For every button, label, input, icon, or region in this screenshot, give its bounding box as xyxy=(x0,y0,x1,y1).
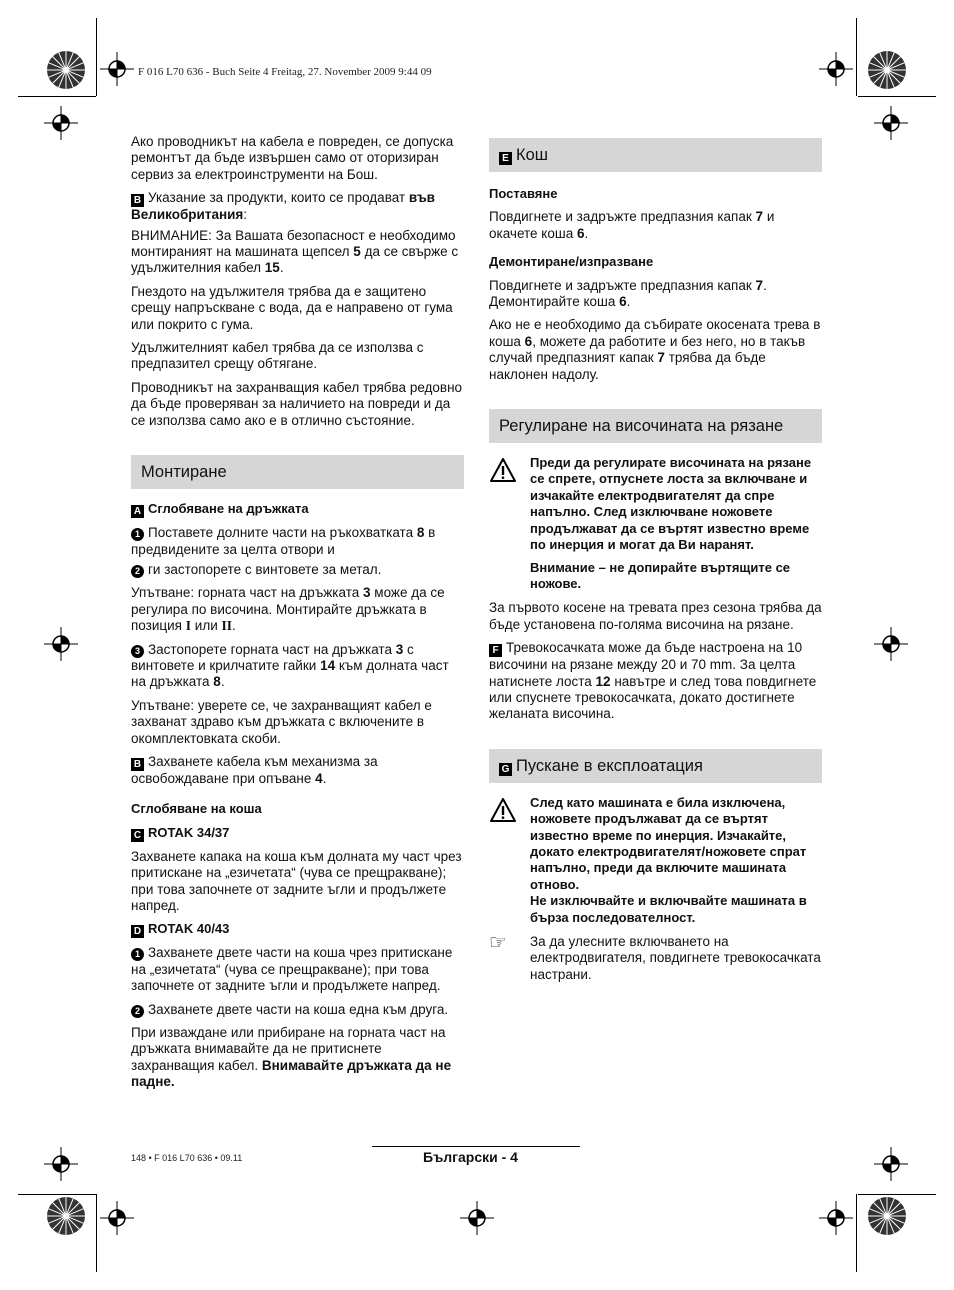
crop-line xyxy=(856,1194,857,1272)
step-d2: 2 Захванете двете части на коша една към друга. xyxy=(131,1002,464,1018)
registration-target-icon xyxy=(100,52,134,86)
figure-badge-b: B xyxy=(131,194,144,207)
crop-line xyxy=(858,1194,936,1195)
section-heading-start: G Пускане в експлоатация xyxy=(489,749,822,783)
paragraph-socket: Гнездото на удължителя трябва да е защитено срещу напръскване с вода, да е направено от гума или покрито с гума. xyxy=(131,283,453,332)
paragraph-attention: ВНИМАНИЕ: За Вашата безопасност е необходимо монтираният на машината щепсел 5 да се свърже с удължителния кабел 15. xyxy=(131,227,459,276)
warning-text-start: След като машината е била изключена, ножовете продължават да се въртят известно време по инерция. Изчакайте, докато електродвигателят/ножовете спрат напълно, преди да включите машината отново. xyxy=(530,794,807,892)
subheading-insert: Поставяне xyxy=(489,186,558,201)
step-number-3: 3 xyxy=(131,645,144,658)
subheading-remove: Демонтиране/изпразване xyxy=(489,254,654,270)
warning-triangle-icon xyxy=(489,455,530,592)
figure-badge-e: E xyxy=(499,152,512,165)
figure-badge-a: A xyxy=(131,505,144,518)
registration-target-icon xyxy=(100,1201,134,1235)
figure-badge-c: C xyxy=(131,829,144,842)
step-number-d2: 2 xyxy=(131,1005,144,1018)
warning-triangle-icon-2 xyxy=(489,795,530,926)
paragraph-extension: Удължителният кабел трябва да се използва с предпазител срещу обтягане. xyxy=(131,340,424,372)
step-2: 2 ги застопорете с винтовете за метал. xyxy=(131,562,464,578)
footer-rule xyxy=(372,1146,580,1147)
model-rotak-34-37: C ROTAK 34/37 xyxy=(131,825,464,842)
section-heading-mounting: Монтиране xyxy=(131,455,464,489)
starburst-registration-icon xyxy=(46,1196,86,1236)
crop-line xyxy=(18,96,96,97)
subheading-handle: A Сглобяване на дръжката xyxy=(131,501,464,518)
paragraph-cable-strain: B Захванете кабела към механизма за освобождаване при опъване 4. xyxy=(131,753,378,786)
figure-badge-g: G xyxy=(499,763,512,776)
registration-target-icon xyxy=(874,627,908,661)
section-heading-cutting-height: Регулиране на височината на рязане xyxy=(489,409,822,443)
footer-code: 148 • F 016 L70 636 • 09.11 xyxy=(131,1153,243,1163)
crop-line xyxy=(18,1194,96,1195)
footer-page-label: Български - 4 xyxy=(423,1149,518,1165)
registration-target-icon xyxy=(44,106,78,140)
registration-target-icon xyxy=(460,1201,494,1235)
step-3: 3 Застопорете горната част на дръжката 3 с винтовете и крилчатите гайки 14 към долната част на дръжката 8. xyxy=(131,641,449,690)
paragraph-height-settings: F Тревокосачката може да бъде настроена на 10 височини на рязане между 20 и 70 mm. За целта натиснете лоста 12 навътре и след това повдигнете или спуснете тревокосачката, докато достигнете желаната височина. xyxy=(489,640,817,722)
registration-target-icon xyxy=(44,627,78,661)
subheading-box-assembly: Сглобяване на коша xyxy=(131,801,262,817)
tip-handle-height: Упътване: горната част на дръжката 3 може да се регулира по височина. Монтирайте дръжката в позиция I или II. xyxy=(131,585,445,634)
paragraph-cable-repair: Ако проводникът на кабела е повреден, се допуска ремонтът да бъде извършен само от оторизиран сервиз за електроинструменти на Бош. xyxy=(131,134,454,182)
registration-target-icon xyxy=(819,52,853,86)
crop-line xyxy=(96,1194,97,1272)
paragraph-without-box: Ако не е необходимо да събирате окосената трева в коша 6, можете да работите и без него, но в такъв случай предпазният капак 7 трябва да бъде наклонен надолу. xyxy=(489,317,821,382)
crop-line xyxy=(96,18,97,96)
figure-badge-d: D xyxy=(131,925,144,938)
warning-text-restart: Не изключвайте и включвайте машината в бърза последователност. xyxy=(530,893,807,925)
starburst-registration-icon xyxy=(867,1196,907,1236)
section-heading-box: E Кош xyxy=(489,138,822,172)
paragraph-remove: Повдигнете и задръжте предпазния капак 7. Демонтирайте коша 6. xyxy=(489,277,767,310)
registration-target-icon xyxy=(874,106,908,140)
figure-badge-b2: B xyxy=(131,758,144,771)
step-number-1: 1 xyxy=(131,528,144,541)
paragraph-handle-caution: При изваждане или прибиране на горната част на дръжката внимавайте да не притиснете захранващия кабел. Внимавайте дръжката да не падне. xyxy=(131,1025,452,1090)
registration-target-icon xyxy=(874,1147,908,1181)
crop-line xyxy=(856,18,857,96)
warning-text-blades: Внимание – не допирайте въртящите се ножове. xyxy=(530,559,791,591)
registration-target-icon xyxy=(44,1147,78,1181)
figure-badge-f: F xyxy=(489,644,502,657)
warning-text-height: Преди да регулирате височината на рязане се спрете, отпуснете лоста за включване и изчакайте електродвигателят да спре напълно. След изключване ножовете продължават да се въртят известно време по инерция и могат да Ви наранят. xyxy=(530,455,812,553)
starburst-registration-icon xyxy=(867,50,907,90)
left-column xyxy=(131,134,464,1098)
step-number-d1: 1 xyxy=(131,948,144,961)
step-1: 1 Поставете долните части на ръкохватката 8 в предвидените за целта отвори и xyxy=(131,525,436,557)
warning-block-start xyxy=(489,795,822,926)
model-rotak-40-43: D ROTAK 40/43 xyxy=(131,921,464,938)
hint-text: За да улесните включването на електродвигателя, повдигнете тревокосачката настрани. xyxy=(530,934,821,982)
paragraph-insert: Повдигнете и задръжте предпазния капак 7 и окачете коша 6. xyxy=(489,209,775,241)
step-number-2: 2 xyxy=(131,565,144,578)
registration-target-icon xyxy=(819,1201,853,1235)
starburst-registration-icon xyxy=(46,50,86,90)
paragraph-first-mowing: За първото косене на тревата през сезона трябва да бъде установена по-голяма височина на рязане. xyxy=(489,600,822,632)
warning-block-height xyxy=(489,455,822,592)
crop-line xyxy=(858,96,936,97)
print-header: F 016 L70 636 - Buch Seite 4 Freitag, 27. November 2009 9:44 09 xyxy=(138,66,432,78)
step-d1: 1 Захванете двете части на коша чрез притискане на „езичетата“ (чува се прещракване); при това започнете от задните ъгли и продължете напред. xyxy=(131,945,453,994)
hint-block xyxy=(489,934,822,983)
paragraph-uk-note: B Указание за продукти, които се продават във Великобритания: xyxy=(131,190,435,223)
paragraph-supply-cable: Проводникът на захранващия кабел трябва редовно да бъде проверяван за наличието на повреди и да се използва само ако е в отлично състояние. xyxy=(131,379,463,428)
pointing-hand-icon: ☞ xyxy=(489,932,507,954)
tip-cable-clips: Упътване: уверете се, че захранващият кабел е захванат здраво към дръжката с включените в окомплектовката скоби. xyxy=(131,697,432,746)
right-column xyxy=(489,138,822,983)
paragraph-box-lid: Захванете капака на коша към долната му част чрез притискане на „езичетата“ (чува се прещракване); при това започнете от задните ъгли и продължете напред. xyxy=(131,848,462,913)
